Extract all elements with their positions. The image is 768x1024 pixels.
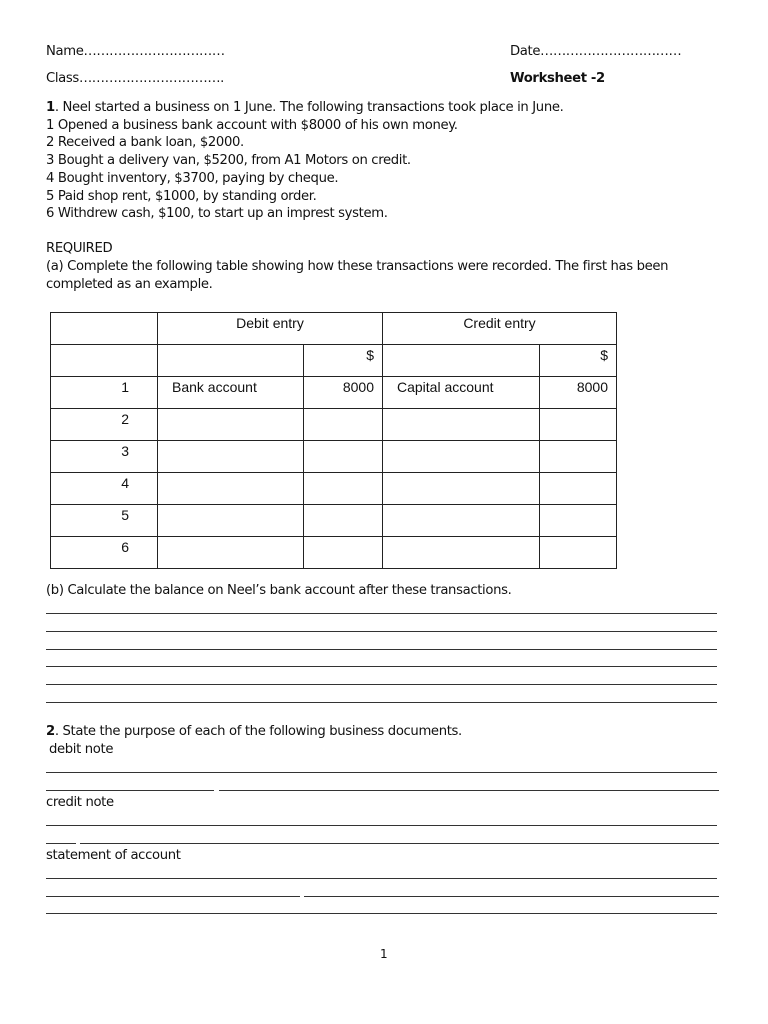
credit-amount-cell[interactable]	[540, 441, 617, 473]
question-2-number: 2	[46, 724, 55, 739]
debit-account-cell[interactable]	[158, 441, 304, 473]
credit-currency-label: $	[540, 345, 617, 377]
transaction-6: 6 Withdrew cash, $100, to start up an imprest system.	[46, 206, 388, 221]
question-2-intro	[46, 723, 462, 741]
answer-line[interactable]	[46, 666, 717, 667]
credit-amount-cell[interactable]	[540, 409, 617, 441]
class-field[interactable]: Class…………………………….	[46, 71, 224, 86]
credit-amount-cell[interactable]	[540, 537, 617, 569]
question-2-text: . State the purpose of each of the following business documents.	[54, 724, 462, 739]
transaction-number: 4	[51, 473, 158, 505]
part-a-instruction-line2: completed as an example.	[46, 277, 213, 292]
part-b-instruction: (b) Calculate the balance on Neel’s bank account after these transactions.	[46, 583, 512, 598]
debit-account-cell[interactable]	[158, 537, 304, 569]
name-field[interactable]: Name……………………………	[46, 44, 225, 59]
answer-line[interactable]	[46, 843, 76, 844]
credit-amount-cell[interactable]: 8000	[540, 377, 617, 409]
debit-account-cell[interactable]	[158, 473, 304, 505]
answer-line[interactable]	[46, 825, 717, 826]
debit-amount-cell[interactable]	[304, 409, 383, 441]
answer-line[interactable]	[219, 790, 719, 791]
answer-line[interactable]	[80, 843, 719, 844]
credit-account-cell[interactable]	[383, 441, 540, 473]
transaction-1: 1 Opened a business bank account with $8000 of his own money.	[46, 118, 458, 133]
question-1-number: 1	[46, 100, 55, 115]
blank-cell	[51, 345, 158, 377]
transaction-number: 2	[51, 409, 158, 441]
debit-account-cell[interactable]	[158, 505, 304, 537]
blank-cell	[158, 345, 304, 377]
table-row	[51, 473, 617, 505]
document-label-credit-note: credit note	[46, 795, 114, 810]
credit-account-cell[interactable]	[383, 537, 540, 569]
credit-account-cell[interactable]: Capital account	[383, 377, 540, 409]
credit-account-cell[interactable]	[383, 473, 540, 505]
answer-line[interactable]	[46, 772, 717, 773]
transaction-number: 5	[51, 505, 158, 537]
transaction-number: 3	[51, 441, 158, 473]
page-number: 1	[380, 947, 388, 961]
transaction-number: 6	[51, 537, 158, 569]
table-row	[51, 537, 617, 569]
document-label-debit-note: debit note	[49, 742, 114, 757]
table-row	[51, 377, 617, 409]
answer-line[interactable]	[46, 790, 214, 791]
date-field[interactable]: Date……………………………	[510, 44, 682, 59]
question-1-text: . Neel started a business on 1 June. The following transactions took place in June.	[54, 100, 564, 115]
part-a-instruction-line1: (a) Complete the following table showing how these transactions were recorded. The first has been	[46, 259, 669, 274]
debit-amount-cell[interactable]	[304, 537, 383, 569]
document-label-statement-of-account: statement of account	[46, 848, 181, 863]
blank-cell	[383, 345, 540, 377]
answer-line[interactable]	[46, 896, 300, 897]
answer-line[interactable]	[304, 896, 719, 897]
debit-account-cell[interactable]: Bank account	[158, 377, 304, 409]
table-row	[51, 409, 617, 441]
answer-line[interactable]	[46, 913, 717, 914]
transaction-3: 3 Bought a delivery van, $5200, from A1 Motors on credit.	[46, 153, 411, 168]
table-currency-row	[51, 345, 617, 377]
transaction-number: 1	[51, 377, 158, 409]
worksheet-title: Worksheet -2	[510, 71, 605, 86]
debit-amount-cell[interactable]	[304, 441, 383, 473]
credit-amount-cell[interactable]	[540, 505, 617, 537]
required-label: REQUIRED	[46, 241, 113, 256]
table-header-row	[51, 313, 617, 345]
answer-line[interactable]	[46, 684, 717, 685]
answer-line[interactable]	[46, 702, 717, 703]
credit-account-cell[interactable]	[383, 505, 540, 537]
blank-header-cell	[51, 313, 158, 345]
transaction-2: 2 Received a bank loan, $2000.	[46, 135, 244, 150]
answer-line[interactable]	[46, 631, 717, 632]
question-1-intro	[46, 99, 563, 117]
credit-amount-cell[interactable]	[540, 473, 617, 505]
credit-account-cell[interactable]	[383, 409, 540, 441]
answer-line[interactable]	[46, 878, 717, 879]
answer-line[interactable]	[46, 613, 717, 614]
credit-entry-header: Credit entry	[383, 313, 617, 345]
debit-account-cell[interactable]	[158, 409, 304, 441]
debit-amount-cell[interactable]: 8000	[304, 377, 383, 409]
double-entry-table	[50, 312, 617, 569]
debit-entry-header: Debit entry	[158, 313, 383, 345]
transaction-5: 5 Paid shop rent, $1000, by standing order.	[46, 189, 317, 204]
debit-amount-cell[interactable]	[304, 505, 383, 537]
transaction-4: 4 Bought inventory, $3700, paying by cheque.	[46, 171, 339, 186]
answer-line[interactable]	[46, 649, 717, 650]
table-row	[51, 441, 617, 473]
debit-amount-cell[interactable]	[304, 473, 383, 505]
debit-currency-label: $	[304, 345, 383, 377]
table-row	[51, 505, 617, 537]
